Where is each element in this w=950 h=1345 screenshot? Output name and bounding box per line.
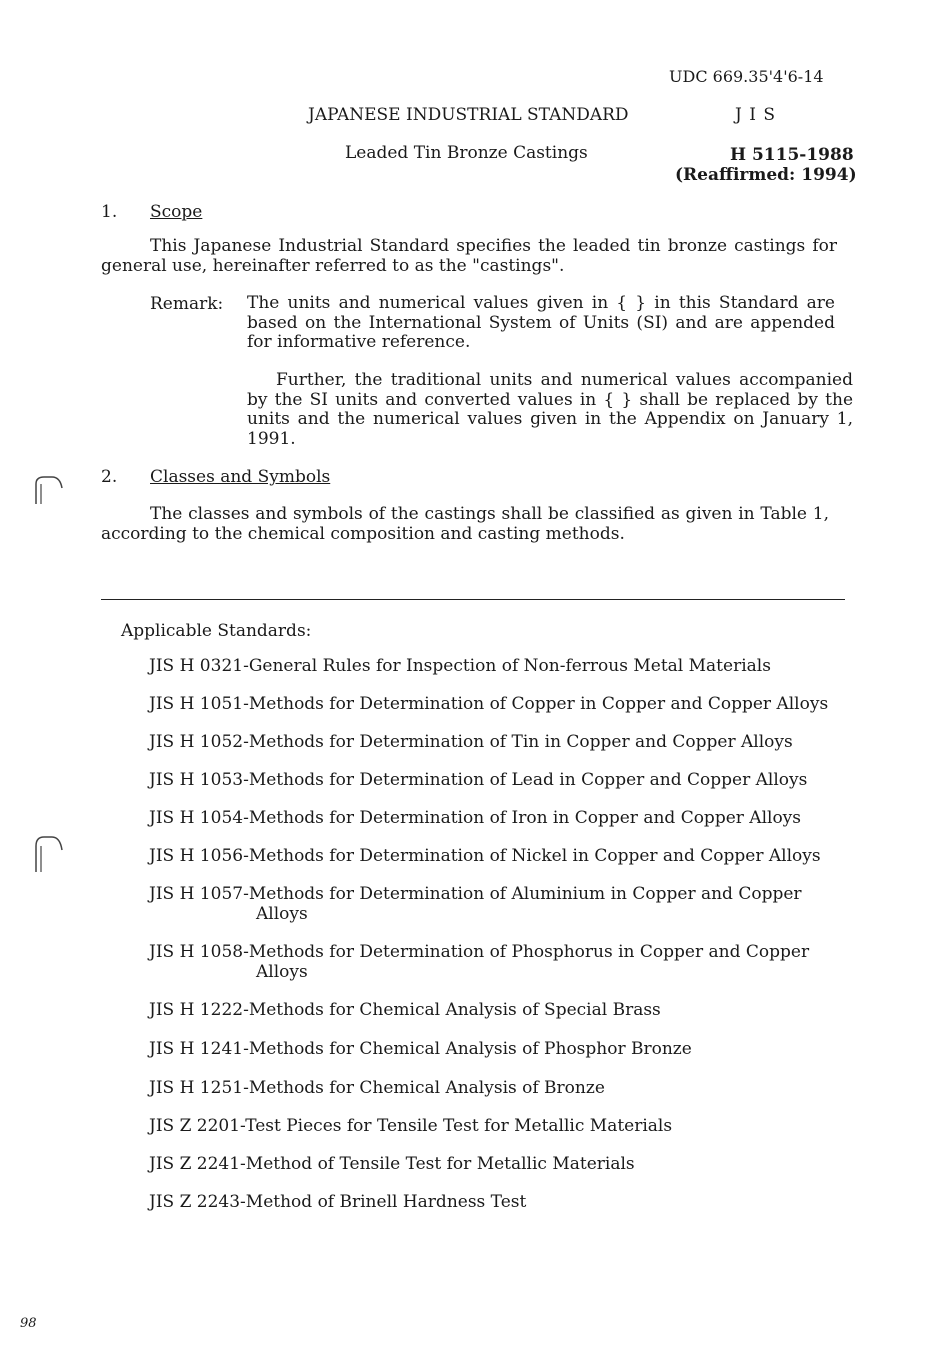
standard-item: JIS H 1054-Methods for Determination of Iron in Copper and Copper Alloys xyxy=(149,808,802,828)
divider-line xyxy=(101,599,845,600)
standard-item: JIS H 0321-General Rules for Inspection of Non-ferrous Metal Materials xyxy=(149,656,771,676)
standard-item: JIS Z 2241-Method of Tensile Test for Metallic Materials xyxy=(149,1154,635,1174)
standard-item: JIS Z 2243-Method of Brinell Hardness Test xyxy=(149,1192,527,1212)
binder-hole-icon xyxy=(30,834,66,874)
section-1-heading: Scope xyxy=(150,202,203,222)
section-2-heading: Classes and Symbols xyxy=(150,467,331,487)
standard-item: JIS H 1251-Methods for Chemical Analysis of Bronze xyxy=(149,1078,605,1098)
standard-item: JIS H 1053-Methods for Determination of Lead in Copper and Copper Alloys xyxy=(149,770,808,790)
page-number: 98 xyxy=(20,1316,37,1331)
remark-paragraph-2: Further, the traditional units and numerical values accompanied by the SI units and converted values in { } shall be replaced by the units and the numerical values given in the Appendix on January 1, 1991. xyxy=(247,370,853,449)
remark-label: Remark: xyxy=(150,294,224,314)
doc-title: Leaded Tin Bronze Castings xyxy=(345,143,588,163)
standard-item: JIS H 1057-Methods for Determination of Aluminium in Copper and Copper Alloys xyxy=(149,884,802,924)
standard-item: JIS H 1056-Methods for Determination of Nickel in Copper and Copper Alloys xyxy=(149,846,821,866)
applicable-standards-title: Applicable Standards: xyxy=(121,621,312,641)
binder-hole-icon xyxy=(30,474,66,506)
org-title: JAPANESE INDUSTRIAL STANDARD xyxy=(308,105,629,125)
section-1-number: 1. xyxy=(101,202,118,222)
section-1-body: This Japanese Industrial Standard specifies the leaded tin bronze castings for general use, hereinafter referred to as the "castings". xyxy=(101,236,837,276)
standard-item: JIS Z 2201-Test Pieces for Tensile Test for Metallic Materials xyxy=(149,1116,673,1136)
jis-mark: J I S xyxy=(735,105,776,125)
standard-item: JIS H 1241-Methods for Chemical Analysis of Phosphor Bronze xyxy=(149,1039,692,1059)
standard-item: JIS H 1058-Methods for Determination of Phosphorus in Copper and Copper Alloys xyxy=(149,942,810,982)
reaffirmed-note: (Reaffirmed: 1994) xyxy=(675,165,857,185)
standard-item: JIS H 1052-Methods for Determination of Tin in Copper and Copper Alloys xyxy=(149,732,793,752)
standard-item: JIS H 1222-Methods for Chemical Analysis of Special Brass xyxy=(149,1000,661,1020)
section-2-body: The classes and symbols of the castings shall be classified as given in Table 1, according to the chemical composition and casting methods. xyxy=(101,504,829,544)
section-2-number: 2. xyxy=(101,467,118,487)
standard-code: H 5115-1988 xyxy=(730,145,854,165)
remark-paragraph-1: The units and numerical values given in { } in this Standard are based on the International System of Units (SI) and are appended for informative reference. xyxy=(247,293,835,352)
standard-item: JIS H 1051-Methods for Determination of Copper in Copper and Copper Alloys xyxy=(149,694,829,714)
udc-code: UDC 669.35'4'6-14 xyxy=(669,67,824,86)
